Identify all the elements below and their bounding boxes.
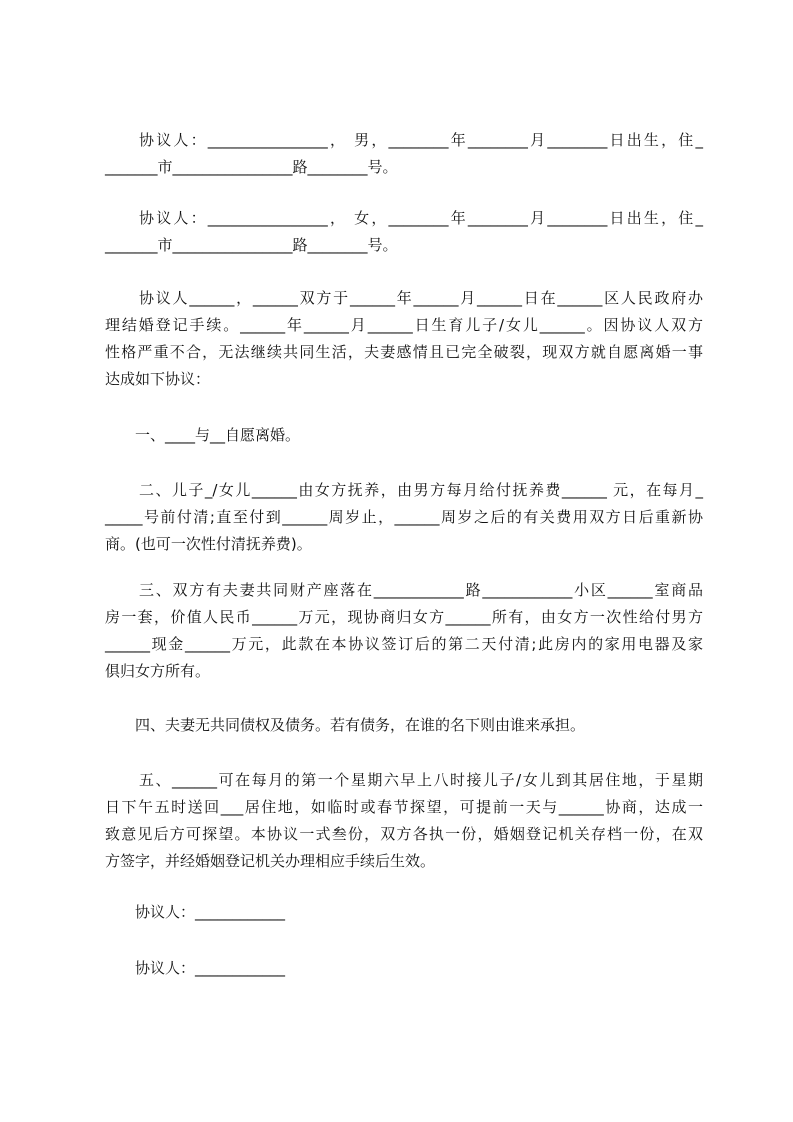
text-line: 四、夫妻无共同债权及债务。若有债务，在谁的名下则由谁来承担。 <box>135 716 586 734</box>
text-line: 致意见后方可探望。本协议一式叁份，双方各执一份，婚姻登记机关存档一份，在双 <box>105 825 703 843</box>
text-line: 商。(也可一次性付清抚养费)。 <box>105 535 312 553</box>
text-line: 三、双方有夫妻共同财产座落在____________路____________小区______室商品 <box>139 581 703 599</box>
text-line: _______市________________路________号。 <box>105 236 398 254</box>
text-line: ______现金______万元，此款在本协议签订后的第二天付清;此房内的家用电器及家 <box>105 635 703 653</box>
text-line: 性格严重不合，无法继续共同生活，夫妻感情且已完全破裂，现双方就自愿离婚一事 <box>105 343 703 361</box>
text-line: 协议人：____________ <box>135 903 286 921</box>
text-line: 协议人：________________， 女，________年________月________日出生，住_ <box>139 209 703 227</box>
clause-1-paragraph <box>105 422 703 449</box>
text-line: 房一套，价值人民币______万元，现协商归女方______所有，由女方一次性给付男方 <box>105 608 703 626</box>
text-line: 协议人：____________ <box>135 959 286 977</box>
clause-2-paragraph <box>105 477 703 558</box>
preamble-paragraph <box>105 285 703 393</box>
text-line: 五、______可在每月的第一个星期六早上八时接儿子/女儿到其居住地，于星期 <box>139 771 703 789</box>
party-female-paragraph <box>105 205 703 259</box>
text-line: 达成如下协议： <box>105 370 211 388</box>
text-line: 一、____与__自愿离婚。 <box>135 426 301 444</box>
text-line: _____号前付清;直至付到______周岁止，______周岁之后的有关费用双方日后重新协 <box>105 508 703 526</box>
signature-2-paragraph <box>105 955 703 982</box>
text-line: 二、儿子_/女儿______由女方抚养，由男方每月给付抚养费______ 元，在每月_ <box>139 481 703 499</box>
text-line: 俱归女方所有。 <box>105 662 211 680</box>
text-line: 协议人：________________， 男，________年________月________日出生，住_ <box>139 131 703 149</box>
text-line: 日下午五时送回___居住地，如临时或春节探望，可提前一天与______协商，达成一 <box>105 798 703 816</box>
text-line: 方签字，并经婚姻登记机关办理相应手续后生效。 <box>105 852 436 870</box>
text-line: 协议人______，______双方于______年______月______日在______区人民政府办 <box>139 289 703 307</box>
clause-3-paragraph <box>105 577 703 685</box>
clause-4-paragraph <box>105 712 703 739</box>
clause-5-paragraph <box>105 767 703 875</box>
signature-1-paragraph <box>105 899 703 926</box>
text-line: _______市________________路________号。 <box>105 158 398 176</box>
party-male-paragraph <box>105 127 703 181</box>
text-line: 理结婚登记手续。______年______月______日生育儿子/女儿______。因协议人双方 <box>105 316 703 334</box>
